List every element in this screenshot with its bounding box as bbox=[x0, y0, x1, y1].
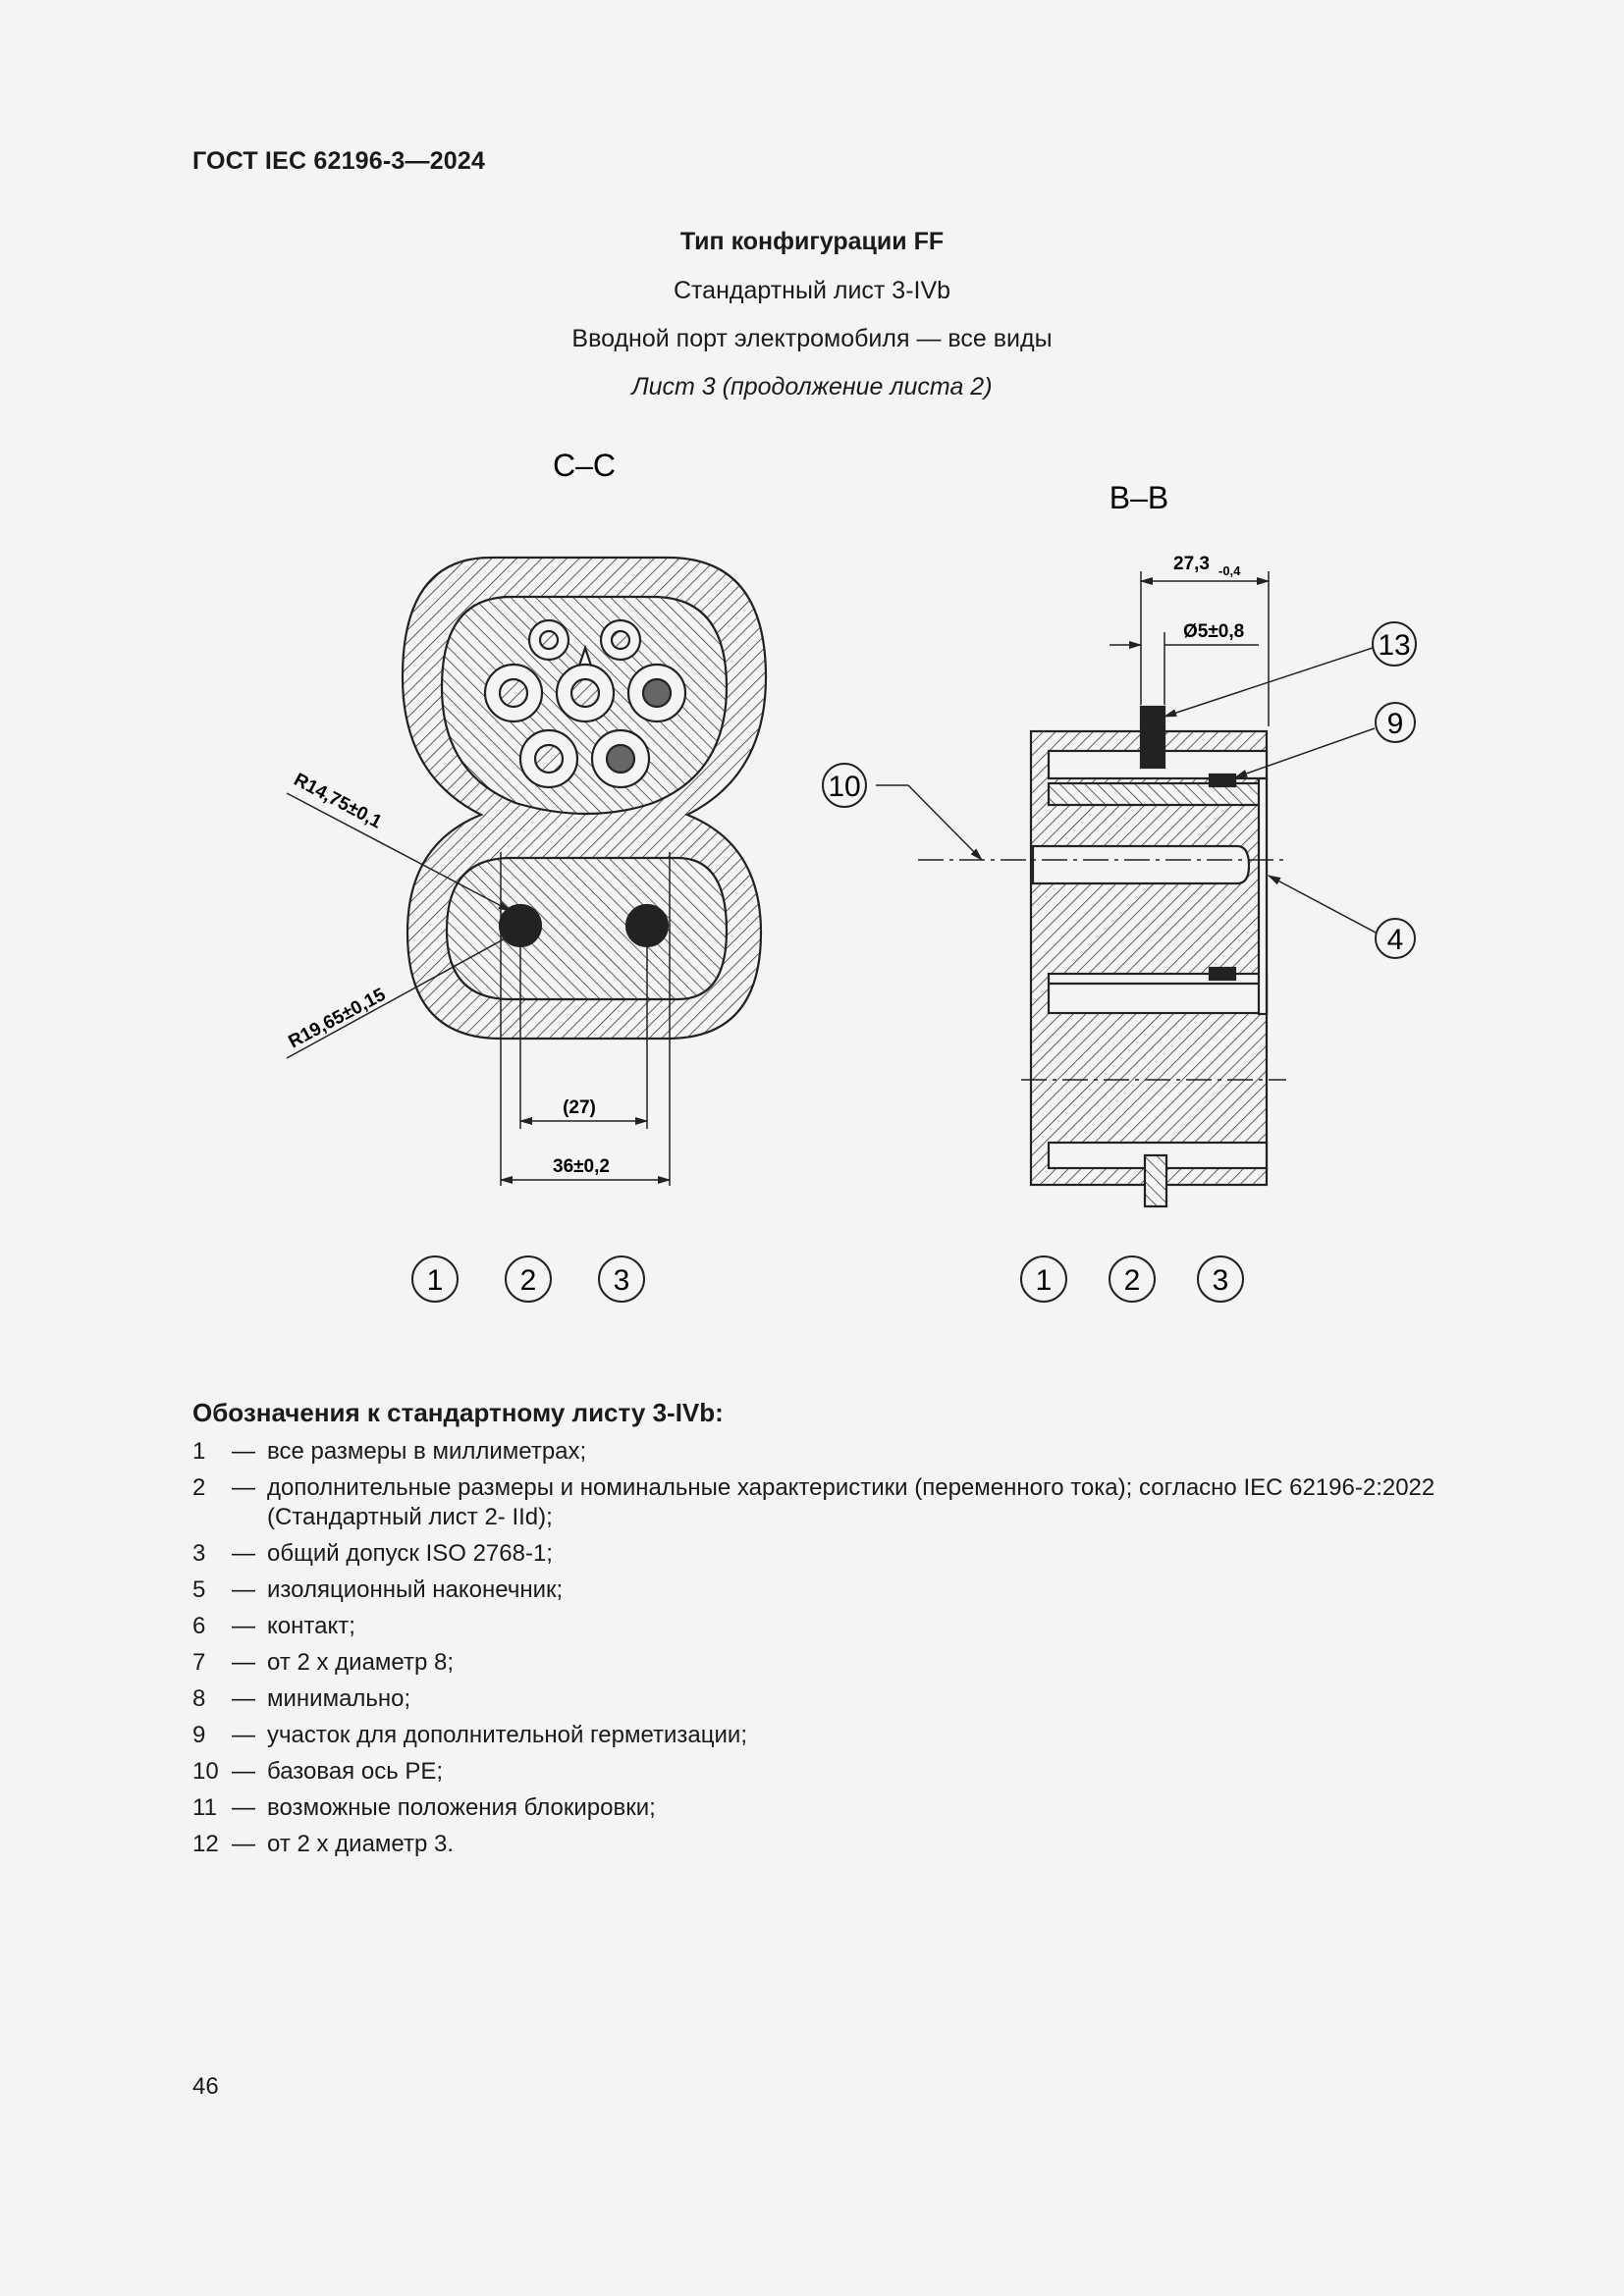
note-number: 10 bbox=[192, 1758, 219, 1785]
list-item bbox=[192, 1648, 1547, 1678]
note-dash: — bbox=[232, 1438, 255, 1465]
note-text: изоляционный наконечник; bbox=[267, 1576, 564, 1603]
callout-4: 4 bbox=[1386, 924, 1404, 956]
list-item bbox=[192, 1437, 1547, 1467]
note-text: все размеры в миллиметрах; bbox=[267, 1438, 587, 1465]
page-number: 46 bbox=[192, 2073, 219, 2100]
note-text: базовая ось PE; bbox=[267, 1758, 444, 1785]
cc-dc-contact-1 bbox=[500, 905, 541, 946]
note-number: 9 bbox=[192, 1722, 206, 1748]
list-item bbox=[192, 1612, 1547, 1641]
list-item bbox=[192, 1721, 1547, 1750]
note-dash: — bbox=[232, 1576, 255, 1603]
section-bb-drawing bbox=[1031, 707, 1267, 1206]
notes-title: Обозначения к стандартному листу 3-IVb: bbox=[192, 1398, 724, 1427]
section-cc-label: C–C bbox=[552, 448, 617, 483]
note-number: 7 bbox=[192, 1649, 206, 1676]
cc-dc-contact-2 bbox=[626, 905, 668, 946]
cc-lower-socket bbox=[447, 858, 727, 999]
bb-lock-pin bbox=[1141, 707, 1164, 768]
notes-list bbox=[192, 1437, 1547, 1866]
dim-36: 36±0,2 bbox=[553, 1156, 610, 1177]
note-text: возможные положения блокировки; bbox=[267, 1794, 656, 1821]
bb-bubble-1: 1 bbox=[1035, 1264, 1053, 1297]
note-dash: — bbox=[232, 1722, 255, 1748]
cc-bubble-1: 1 bbox=[426, 1264, 444, 1297]
bb-seal-mark-2 bbox=[1210, 968, 1235, 980]
note-dash: — bbox=[232, 1474, 255, 1501]
note-text: от 2 х диаметр 8; bbox=[267, 1649, 454, 1676]
sheet-description: Вводной порт электромобиля — все виды bbox=[571, 325, 1053, 352]
note-dash: — bbox=[232, 1831, 255, 1857]
list-item bbox=[192, 1793, 1547, 1823]
note-text: минимально; bbox=[267, 1685, 411, 1712]
list-item bbox=[192, 1575, 1547, 1605]
dim-27-3: 27,3 bbox=[1173, 554, 1210, 574]
note-dash: — bbox=[232, 1613, 255, 1639]
section-cc-drawing bbox=[403, 558, 766, 1039]
note-dash: — bbox=[232, 1685, 255, 1712]
note-text-line1: дополнительные размеры и номинальные характеристики (переменного тока); согласно IEC 62196-2:2022 bbox=[267, 1474, 1435, 1501]
note-number: 5 bbox=[192, 1576, 206, 1603]
dim-27-3-tolerance: -0,4 bbox=[1218, 563, 1241, 578]
note-number: 12 bbox=[192, 1831, 219, 1857]
note-number: 1 bbox=[192, 1438, 206, 1465]
document-id: ГОСТ IEC 62196-3—2024 bbox=[192, 147, 486, 175]
note-dash: — bbox=[232, 1540, 255, 1567]
cc-bubble-2: 2 bbox=[519, 1264, 537, 1297]
callout-9: 9 bbox=[1386, 708, 1404, 740]
list-item bbox=[192, 1473, 1547, 1532]
bb-seal-mark-1 bbox=[1210, 774, 1235, 786]
list-item bbox=[192, 1684, 1547, 1714]
callout-10: 10 bbox=[828, 771, 861, 803]
dim-r14-75: R14,75±0,1 bbox=[290, 769, 386, 833]
note-dash: — bbox=[232, 1794, 255, 1821]
note-text: контакт; bbox=[267, 1613, 355, 1639]
bb-bubble-3: 3 bbox=[1212, 1264, 1229, 1297]
dim-27: (27) bbox=[563, 1097, 596, 1118]
section-bb-label: B–B bbox=[1109, 480, 1169, 515]
list-item bbox=[192, 1830, 1547, 1859]
note-text-line2: (Стандартный лист 2- IId); bbox=[267, 1504, 553, 1530]
note-number: 11 bbox=[192, 1794, 217, 1821]
note-text: от 2 х диаметр 3. bbox=[267, 1831, 454, 1857]
note-number: 6 bbox=[192, 1613, 206, 1639]
sheet-subtitle: Стандартный лист 3-IVb bbox=[673, 277, 951, 304]
bb-bubble-2: 2 bbox=[1123, 1264, 1141, 1297]
note-text bbox=[267, 1473, 1547, 1532]
sheet-continuation: Лист 3 (продолжение листа 2) bbox=[631, 373, 993, 400]
dim-r19-65: R19,65±0,15 bbox=[285, 984, 390, 1053]
list-item bbox=[192, 1757, 1547, 1787]
list-item bbox=[192, 1539, 1547, 1569]
cc-bubble-3: 3 bbox=[613, 1264, 630, 1297]
dim-d5: Ø5±0,8 bbox=[1183, 621, 1245, 642]
note-text: общий допуск ISO 2768-1; bbox=[267, 1540, 553, 1567]
note-dash: — bbox=[232, 1649, 255, 1676]
note-number: 2 bbox=[192, 1474, 206, 1501]
bb-bottom-key bbox=[1145, 1155, 1166, 1206]
callout-13: 13 bbox=[1378, 629, 1411, 662]
note-dash: — bbox=[232, 1758, 255, 1785]
note-number: 3 bbox=[192, 1540, 206, 1567]
sheet-title: Тип конфигурации FF bbox=[679, 228, 945, 255]
note-number: 8 bbox=[192, 1685, 206, 1712]
note-text: участок для дополнительной герметизации; bbox=[267, 1722, 747, 1748]
